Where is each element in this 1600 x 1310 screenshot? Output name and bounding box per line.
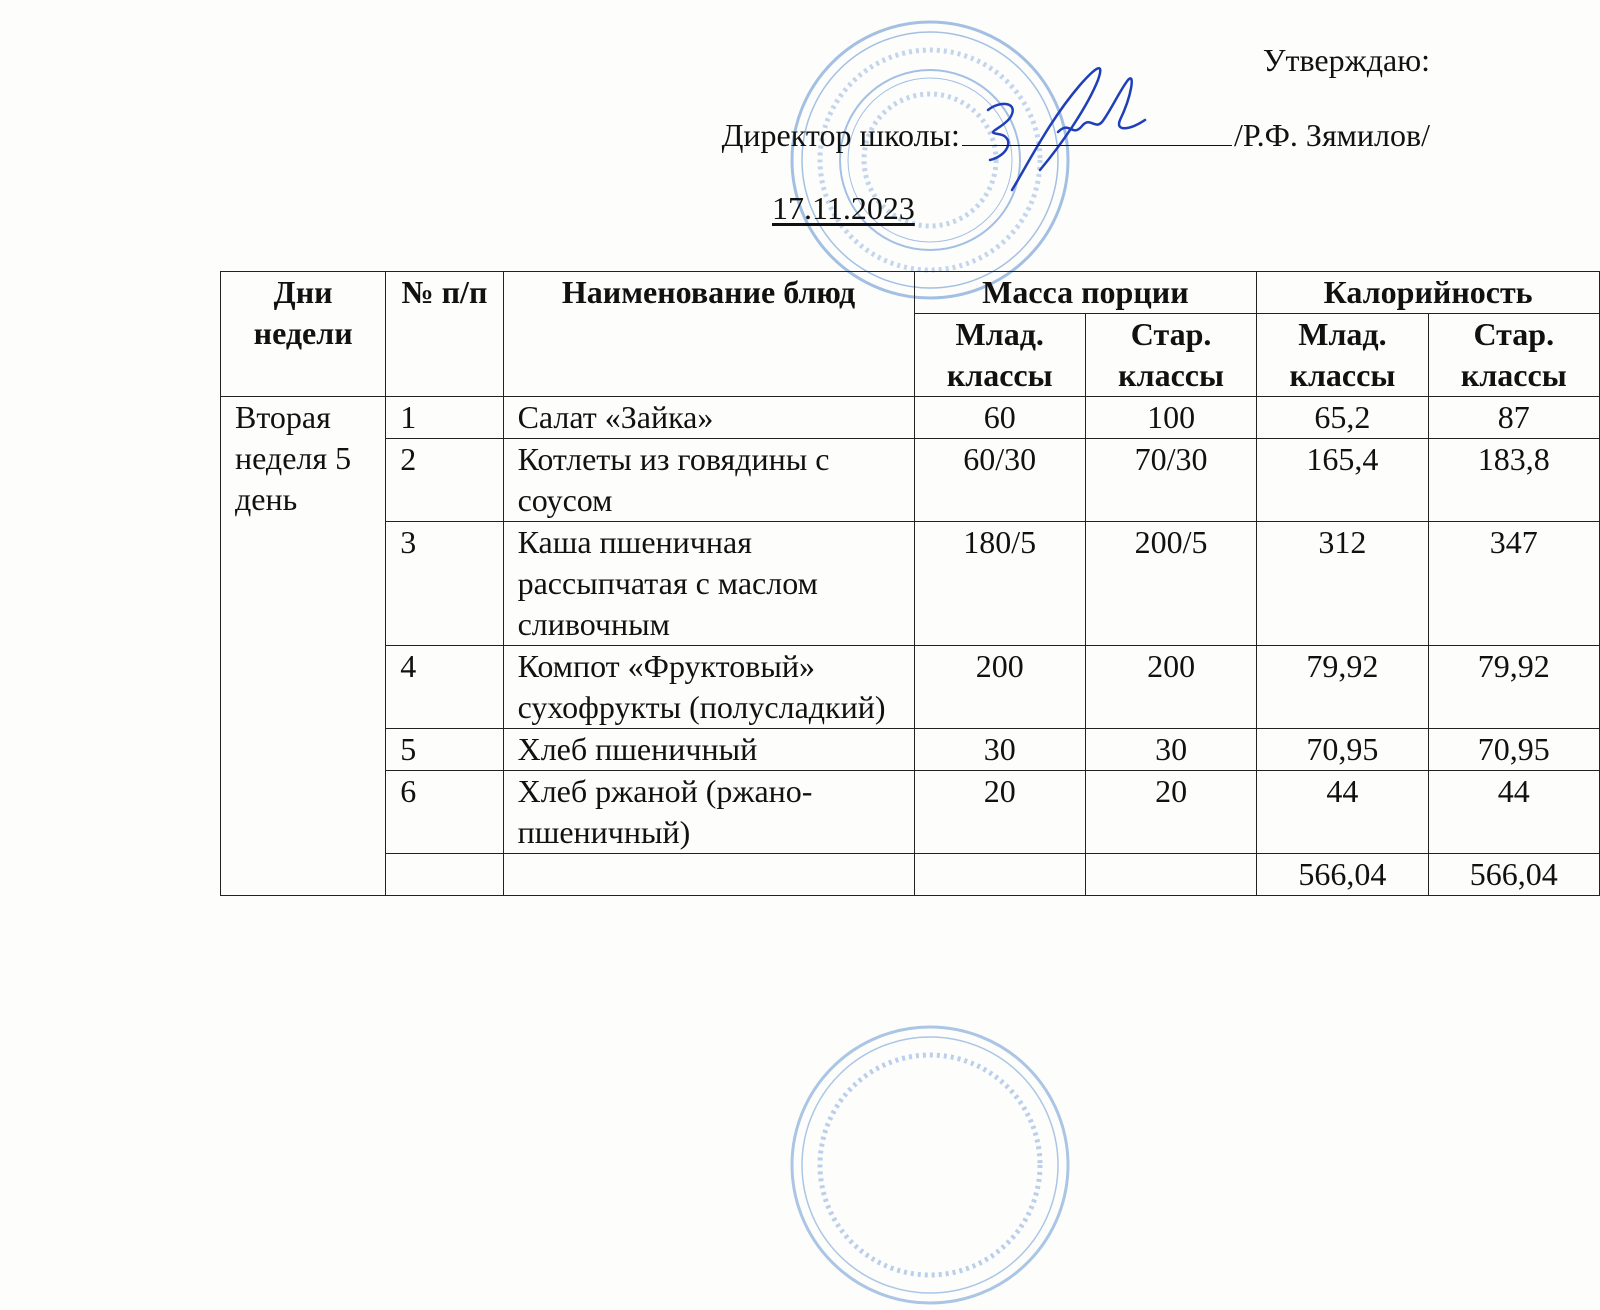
mass-senior: 100: [1085, 397, 1256, 439]
row-number: 4: [386, 646, 503, 729]
mass-junior: 30: [914, 729, 1085, 771]
approval-title: Утверждаю:: [1262, 42, 1430, 78]
day-label: Вторая неделя 5 день: [221, 397, 386, 896]
row-number: 2: [386, 439, 503, 522]
row-number: 3: [386, 522, 503, 646]
total-cal-junior: 566,04: [1257, 854, 1428, 896]
table-row: [221, 397, 1600, 439]
school-stamp-icon: [785, 1020, 1075, 1310]
total-empty-mass-junior: [914, 854, 1085, 896]
cal-junior: 44: [1257, 771, 1428, 854]
row-number: 6: [386, 771, 503, 854]
header-cal-senior: Стар. классы: [1428, 314, 1599, 397]
mass-junior: 60/30: [914, 439, 1085, 522]
director-name: /Р.Ф. Зямилов/: [1233, 117, 1430, 153]
mass-junior: 60: [914, 397, 1085, 439]
cal-senior: 70,95: [1428, 729, 1599, 771]
dish-name: Каша пшеничная рассыпчатая с маслом сливочным: [503, 522, 914, 646]
cal-senior: 44: [1428, 771, 1599, 854]
dish-name: Хлеб ржаной (ржано-пшеничный): [503, 771, 914, 854]
dish-name: Компот «Фруктовый» сухофрукты (полусладкий): [503, 646, 914, 729]
table-row: [221, 522, 1600, 646]
approval-date: 17.11.2023: [772, 190, 915, 226]
cal-junior: 79,92: [1257, 646, 1428, 729]
header-mass-junior: Млад. классы: [914, 314, 1085, 397]
header-calories: Калорийность: [1257, 272, 1600, 314]
header-mass-senior: Стар. классы: [1085, 314, 1256, 397]
dish-name: Котлеты из говядины с соусом: [503, 439, 914, 522]
cal-junior: 165,4: [1257, 439, 1428, 522]
header-days: Дни недели: [221, 272, 386, 397]
table-row: [221, 771, 1600, 854]
dish-name: Хлеб пшеничный: [503, 729, 914, 771]
total-empty-name: [503, 854, 914, 896]
total-empty-mass-senior: [1085, 854, 1256, 896]
header-portion-mass: Масса порции: [914, 272, 1257, 314]
mass-senior: 200/5: [1085, 522, 1256, 646]
school-stamp-icon: [785, 15, 1075, 305]
signature-line: [962, 115, 1232, 146]
total-row: [221, 854, 1600, 896]
mass-junior: 180/5: [914, 522, 1085, 646]
row-number: 1: [386, 397, 503, 439]
header-number: № п/п: [386, 272, 503, 397]
cal-junior: 312: [1257, 522, 1428, 646]
cal-senior: 79,92: [1428, 646, 1599, 729]
table-row: [221, 729, 1600, 771]
mass-senior: 70/30: [1085, 439, 1256, 522]
director-line: [722, 115, 1430, 154]
director-label: Директор школы:: [721, 117, 960, 153]
cal-senior: 347: [1428, 522, 1599, 646]
cal-senior: 87: [1428, 397, 1599, 439]
mass-senior: 30: [1085, 729, 1256, 771]
mass-senior: 20: [1085, 771, 1256, 854]
mass-junior: 200: [914, 646, 1085, 729]
header-row-1: [221, 272, 1600, 314]
row-number: 5: [386, 729, 503, 771]
cal-senior: 183,8: [1428, 439, 1599, 522]
menu-table: [220, 271, 1600, 896]
cal-junior: 70,95: [1257, 729, 1428, 771]
cal-junior: 65,2: [1257, 397, 1428, 439]
header-dish-name: Наименование блюд: [503, 272, 914, 397]
total-empty-number: [386, 854, 503, 896]
mass-junior: 20: [914, 771, 1085, 854]
header-cal-junior: Млад. классы: [1257, 314, 1428, 397]
total-cal-senior: 566,04: [1428, 854, 1599, 896]
dish-name: Салат «Зайка»: [503, 397, 914, 439]
mass-senior: 200: [1085, 646, 1256, 729]
table-row: [221, 646, 1600, 729]
table-row: [221, 439, 1600, 522]
